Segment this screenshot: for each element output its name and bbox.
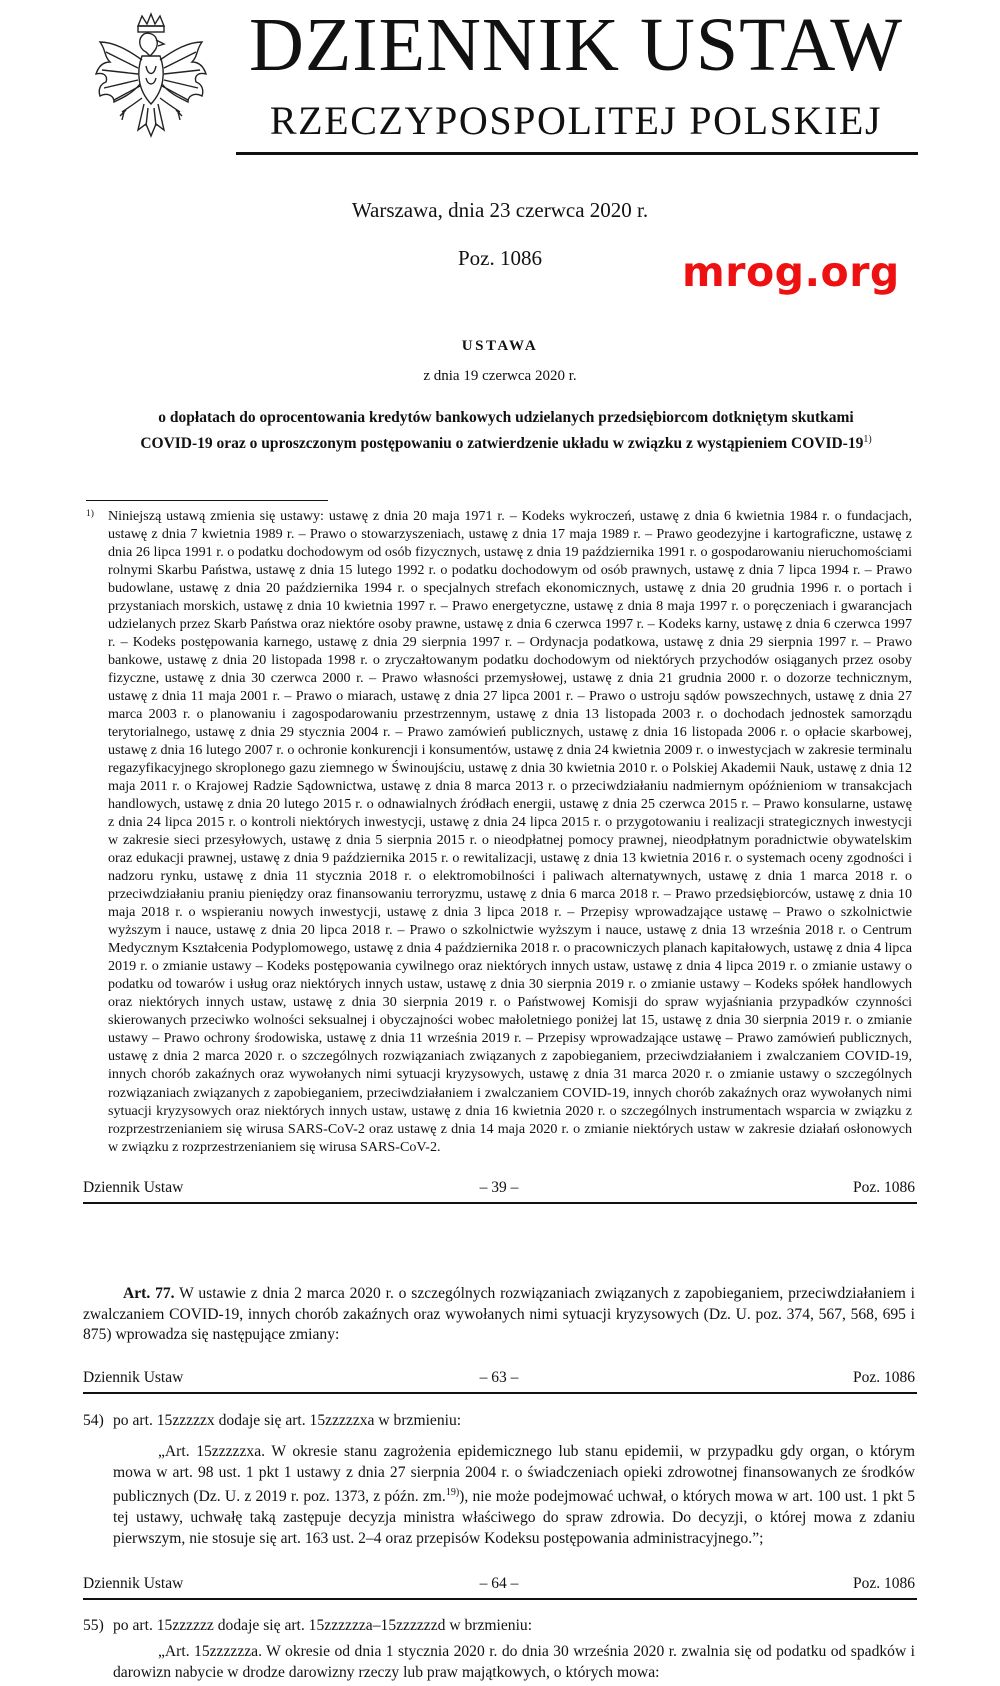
- article-77: [83, 1284, 915, 1346]
- footnote-number: 1): [86, 509, 94, 519]
- page-header-journal: Dziennik Ustaw: [83, 1179, 184, 1196]
- page-header-rule: [83, 1202, 917, 1204]
- page-header-journal: Dziennik Ustaw: [83, 1575, 184, 1592]
- publication-position: Poz. 1086: [458, 246, 542, 270]
- page-header-position: Poz. 1086: [853, 1369, 915, 1386]
- masthead-rule: [236, 152, 918, 155]
- act-title: [96, 407, 916, 455]
- page-header-64: [83, 1575, 915, 1597]
- item-55-number: 55): [83, 1617, 104, 1634]
- page-header-number: – 64 –: [479, 1575, 519, 1592]
- page-header-position: Poz. 1086: [853, 1179, 915, 1196]
- act-title-line-2: COVID-19 oraz o uproszczonym postępowaniu o zatwierdzenie układu w związku z wystąpieniem COVID-19: [140, 435, 864, 453]
- page-header-rule: [83, 1392, 917, 1394]
- page-header-rule: [83, 1598, 917, 1600]
- masthead-title: DZIENNIK USTAW: [248, 3, 904, 87]
- item-54-number: 54): [83, 1412, 104, 1429]
- item-54-intro: po art. 15zzzzzx dodaje się art. 15zzzzzxa w brzmieniu:: [113, 1412, 462, 1429]
- page-header-position: Poz. 1086: [853, 1575, 915, 1592]
- page-header-39: [83, 1179, 915, 1201]
- item-55-quote: „Art. 15zzzzzza. W okresie od dnia 1 stycznia 2020 r. do dnia 30 września 2020 r. zwalnia się od podatku od spadków i darowizn nabycie w drodze darowizny rzeczy lub praw majątkowych, o których mowa:: [113, 1643, 915, 1681]
- watermark: mrog.org: [682, 248, 900, 296]
- page-header-number: – 63 –: [479, 1369, 519, 1386]
- polish-eagle-icon: [92, 12, 210, 150]
- page-header-63: [83, 1369, 915, 1391]
- masthead-subtitle: RZECZYPOSPOLITEJ POLSKIEJ: [269, 98, 883, 143]
- act-date: z dnia 19 czerwca 2020 r.: [423, 368, 577, 384]
- publication-date: Warszawa, dnia 23 czerwca 2020 r.: [351, 198, 649, 222]
- footnote-reference[interactable]: 1): [863, 434, 872, 445]
- act-type: USTAWA: [461, 338, 539, 354]
- page-header-number: – 39 –: [479, 1179, 519, 1196]
- footnote-rule: [86, 500, 328, 501]
- footnote-reference-19[interactable]: 19): [445, 1487, 460, 1499]
- page-header-journal: Dziennik Ustaw: [83, 1369, 184, 1386]
- item-54-quote-part-2: ), nie może podejmować uchwał, o których mowa w art. 100 ust. 1 pkt 5 tej ustawy, uchwałę taką zastępuje decyzja ministra właściwego do spraw zdrowia. Do decyzji, o której mowa z zdaniu pierwszym, nie stosuje się art. 163 ust. 2–4 oraz przepisów Kodeksu postępowania administracyjnego.”;: [113, 1488, 915, 1547]
- item-55-intro: po art. 15zzzzzz dodaje się art. 15zzzzzza–15zzzzzzd w brzmieniu:: [113, 1617, 533, 1634]
- footnote-text: Niniejszą ustawą zmienia się ustawy: ustawę z dnia 20 maja 1971 r. – Kodeks wykroczeń, ustawę z dnia 6 kwietnia 1984 r. o fundacjach, ustawę z dnia 7 kwietnia 1989 r. – Prawo o stowarzyszeniach, ustawę z dnia 17 maja 1989 r. – Prawo geodezyjne i kartograficzne, ustawę z dnia 26 lipca 1991 r. o podatku dochodowym od osób fizycznych, ustawę z dnia 19 października 1991 r. o gospodarowaniu nieruchomościami rolnymi Skarbu Państwa, ustawę z dnia 15 lutego 1992 r. o podatku dochodowym od osób prawnych, ustawę z dnia 7 lipca 1994 r. – Prawo budowlane, ustawę z dnia 20 października 1994 r. o specjalnych strefach ekonomicznych, ustawę z dnia 20 grudnia 1996 r. o portach i przystaniach morskich, ustawę z dnia 10 kwietnia 1997 r. – Prawo energetyczne, ustawę z dnia 8 maja 1997 r. o poręczeniach i gwarancjach udzielanych przez Skarb Państwa oraz niektóre osoby prawne, ustawę z dnia 6 czerwca 1997 r. – Kodeks karny, ustawę z dnia 6 czerwca 1997 r. – Kodeks postępowania karnego, ustawę z dnia 29 sierpnia 1997 r. – Ordynacja podatkowa, ustawę z dnia 29 sierpnia 1997 r. – Prawo bankowe, ustawę z dnia 20 listopada 1998 r. o zryczałtowanym podatku dochodowym od niektórych przychodów osiąganych przez osoby fizyczne, ustawę z dnia 30 czerwca 2000 r. – Prawo własności przemysłowej, ustawę z dnia 21 grudnia 2000 r. o dozorze technicznym, ustawę z dnia 11 maja 2001 r. – Prawo o miarach, ustawę z dnia 27 lipca 2001 r. – Prawo o ustroju sądów powszechnych, ustawę z dnia 27 marca 2003 r. o planowaniu i zagospodarowaniu przestrzennym, ustawę z dnia 13 listopada 2003 r. o dochodach jednostek samorządu terytorialnego, ustawę z dnia 29 stycznia 2004 r. – Prawo zamówień publicznych, ustawę z dnia 16 listopada 2006 r. o opłacie skarbowej, ustawę z dnia 16 lutego 2007 r. o ochronie konkurencji i konsumentów, ustawę z dnia 24 kwietnia 2009 r. o inwestycjach w zakresie terminalu regazyfikacyjnego skroplonego gazu ziemnego w Świnoujściu, ustawę z dnia 30 kwietnia 2010 r. o Polskiej Akademii Nauk, ustawę z dnia 12 maja 2011 r. o Krajowej Radzie Sądownictwa, ustawę z dnia 8 marca 2013 r. o przeciwdziałaniu nadmiernym opóźnieniom w transakcjach handlowych, ustawę z dnia 20 lutego 2015 r. o odnawialnych źródłach energii, ustawę z dnia 25 czerwca 2015 r. – Prawo konsularne, ustawę z dnia 24 lipca 2015 r. o kontroli niektórych inwestycji, ustawę z dnia 24 lipca 2015 r. o przygotowaniu i realizacji strategicznych inwestycji w zakresie sieci przesyłowych, ustawę z dnia 5 sierpnia 2015 r. o nieodpłatnej pomocy prawnej, nieodpłatnym poradnictwie obywatelskim oraz edukacji prawnej, ustawę z dnia 9 października 2015 r. o rewitalizacji, ustawę z dnia 13 kwietnia 2016 r. o systemach oceny zgodności i nadzoru rynku, ustawę z dnia 11 stycznia 2018 r. o elektromobilności i paliwach alternatywnych, ustawę z dnia 1 marca 2018 r. o przeciwdziałaniu praniu pieniędzy oraz finansowaniu terroryzmu, ustawę z dnia 6 marca 2018 r. – Prawo przedsiębiorców, ustawę z dnia 10 maja 2018 r. o wspieraniu nowych inwestycji, ustawę z dnia 3 lipca 2018 r. – Przepisy wprowadzające ustawę – Prawo o szkolnictwie wyższym i nauce, ustawę z dnia 20 lipca 2018 r. – Prawo o szkolnictwie wyższym i nauce, ustawę z dnia 13 września 2018 r. o Centrum Medycznym Kształcenia Podyplomowego, ustawę z dnia 4 października 2018 r. o pracowniczych planach kapitałowych, ustawę z dnia 4 lipca 2019 r. o zmianie ustawy – Kodeks postępowania cywilnego oraz niektórych innych ustaw, ustawę z dnia 4 lipca 2019 r. o zmianie ustawy o podatku od towarów i usług oraz niektórych innych ustaw, ustawę z dnia 30 sierpnia 2019 r. o zmianie ustawy – Kodeks spółek handlowych oraz niektórych innych ustaw, ustawę z dnia 30 sierpnia 2019 r. o Państwowej Komisji do spraw wyjaśniania przypadków czynności skierowanych przeciwko wolności seksualnej i obyczajności wobec małoletniego poniżej lat 15, ustawę z dnia 30 sierpnia 2019 r. o zmianie ustawy – Prawo ochrony środowiska, ustawę z dnia 11 września 2019 r. – Przepisy wprowadzające ustawę – Prawo zamówień publicznych, ustawę z dnia 2 marca 2020 r. o szczególnych rozwiązaniach związanych z zapobieganiem, przeciwdziałaniem i zwalczaniem COVID-19, innych chorób zakaźnych oraz wywołanych nimi sytuacji kryzysowych, ustawę z dnia 31 marca 2020 r. o zmianie ustawy o szczególnych rozwiązaniach związanych z zapobieganiem, przeciwdziałaniem i zwalczaniem COVID-19, innych chorób zakaźnych oraz wywołanych nimi sytuacji kryzysowych oraz niektórych innych ustaw, ustawę z dnia 16 kwietnia 2020 r. o szczególnych instrumentach wsparcia w związku z rozprzestrzenianiem się wirusa SARS-CoV-2 oraz ustawę z dnia 14 maja 2020 r. o zmianie niektórych ustaw w zakresie działań osłonowych w związku z rozprzestrzenianiem się wirusa SARS-CoV-2.: [108, 508, 912, 1155]
- item-54-quote: [113, 1442, 915, 1549]
- act-title-line-1: o dopłatach do oprocentowania kredytów bankowych udzielanych przedsiębiorcom dotkniętym skutkami: [158, 409, 854, 426]
- item-54-quote-part-1: „Art. 15zzzzzxa. W okresie stanu zagrożenia epidemicznego lub stanu epidemii, w przypadku gdy organ, o którym mowa w art. 98 ust. 1 pkt 1 ustawy z dnia 27 sierpnia 2004 r. o świadczeniach opieki zdrowotnej finansowanych ze środków publicznych (Dz. U. z 2019 r. poz. 1373, z późn. zm.: [113, 1443, 915, 1506]
- article-77-label: Art. 77.: [123, 1285, 175, 1302]
- article-77-text: W ustawie z dnia 2 marca 2020 r. o szczególnych rozwiązaniach związanych z zapobieganiem, przeciwdziałaniem i zwalczaniem COVID-19, innych chorób zakaźnych oraz wywołanych nimi sytuacji kryzysowych (Dz. U. poz. 374, 567, 568, 695 i 875) wprowadza się następujące zmiany:: [83, 1285, 915, 1344]
